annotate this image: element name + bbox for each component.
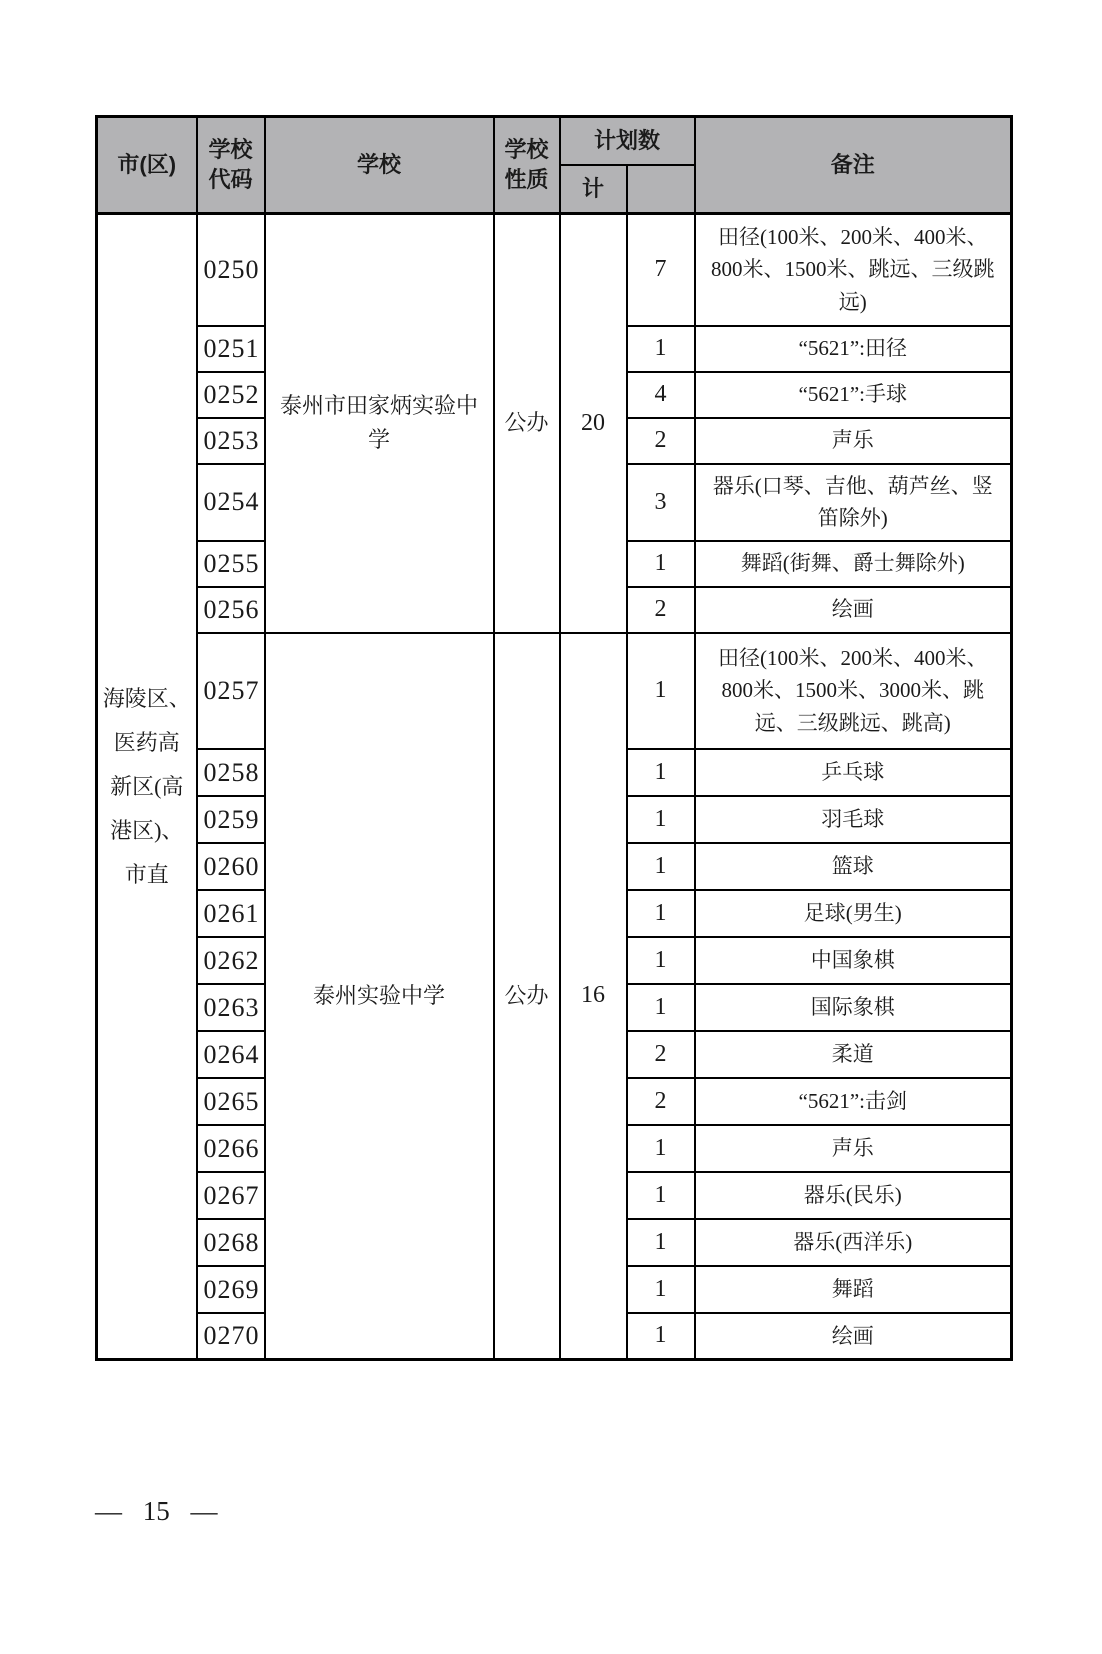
plan-count-cell: 1	[627, 1219, 695, 1266]
school-code-cell: 0270	[197, 1313, 265, 1360]
school-code-cell: 0267	[197, 1172, 265, 1219]
enrollment-plan-table	[95, 115, 1013, 1361]
table-header	[97, 117, 1012, 214]
remark-cell: “5621”:手球	[695, 372, 1012, 418]
header-plan-total: 计	[560, 165, 627, 214]
plan-count-cell: 1	[627, 1172, 695, 1219]
school-name-cell: 泰州实验中学	[265, 633, 494, 1360]
plan-count-cell: 2	[627, 1078, 695, 1125]
remark-cell: 声乐	[695, 418, 1012, 464]
plan-total-cell: 16	[560, 633, 627, 1360]
region-line: 新区(高	[110, 773, 184, 799]
region-line: 市直	[124, 861, 169, 887]
school-nature-cell: 公办	[494, 633, 560, 1360]
school-code-cell: 0268	[197, 1219, 265, 1266]
school-code-cell: 0264	[197, 1031, 265, 1078]
school-code-cell: 0257	[197, 633, 265, 749]
table-row	[97, 633, 1012, 749]
remark-cell: 器乐(民乐)	[695, 1172, 1012, 1219]
school-code-cell: 0258	[197, 749, 265, 796]
remark-cell: “5621”:田径	[695, 326, 1012, 372]
school-code-cell: 0261	[197, 890, 265, 937]
plan-count-cell: 4	[627, 372, 695, 418]
region-line: 医药高	[113, 729, 180, 755]
school-code-cell: 0256	[197, 587, 265, 633]
plan-count-cell: 1	[627, 633, 695, 749]
school-code-cell: 0254	[197, 464, 265, 541]
school-code-cell: 0266	[197, 1125, 265, 1172]
school-code-cell: 0265	[197, 1078, 265, 1125]
remark-cell: 舞蹈(街舞、爵士舞除外)	[695, 541, 1012, 587]
plan-count-cell: 1	[627, 1125, 695, 1172]
remark-cell: “5621”:击剑	[695, 1078, 1012, 1125]
school-code-cell: 0253	[197, 418, 265, 464]
remark-cell: 绘画	[695, 1313, 1012, 1360]
header-school: 学校	[265, 117, 494, 214]
remark-cell: 国际象棋	[695, 984, 1012, 1031]
plan-count-cell: 1	[627, 796, 695, 843]
remark-cell: 绘画	[695, 587, 1012, 633]
remark-cell: 足球(男生)	[695, 890, 1012, 937]
plan-count-cell: 1	[627, 749, 695, 796]
school-code-cell: 0259	[197, 796, 265, 843]
remark-cell: 舞蹈	[695, 1266, 1012, 1313]
school-name-cell: 泰州市田家炳实验中学	[265, 214, 494, 633]
school-code-cell: 0255	[197, 541, 265, 587]
remark-cell: 田径(100米、200米、400米、800米、1500米、跳远、三级跳远)	[695, 214, 1012, 326]
remark-cell: 羽毛球	[695, 796, 1012, 843]
school-code-cell: 0252	[197, 372, 265, 418]
plan-count-cell: 1	[627, 984, 695, 1031]
header-plan-sub	[627, 165, 695, 214]
header-school-code: 学校代码	[197, 117, 265, 214]
header-region: 市(区)	[97, 117, 197, 214]
school-nature-cell: 公办	[494, 214, 560, 633]
plan-count-cell: 2	[627, 1031, 695, 1078]
school-code-cell: 0263	[197, 984, 265, 1031]
table-body	[97, 214, 1012, 1360]
page-number: — 15 —	[95, 1496, 218, 1526]
plan-count-cell: 1	[627, 937, 695, 984]
table-row	[97, 214, 1012, 326]
remark-cell: 柔道	[695, 1031, 1012, 1078]
header-plan-count: 计划数	[560, 117, 695, 165]
plan-count-cell: 7	[627, 214, 695, 326]
plan-count-cell: 1	[627, 541, 695, 587]
plan-count-cell: 1	[627, 326, 695, 372]
plan-count-cell: 2	[627, 418, 695, 464]
school-code-cell: 0262	[197, 937, 265, 984]
plan-count-cell: 2	[627, 587, 695, 633]
remark-cell: 乒乓球	[695, 749, 1012, 796]
plan-count-cell: 3	[627, 464, 695, 541]
school-code-cell: 0251	[197, 326, 265, 372]
remark-cell: 篮球	[695, 843, 1012, 890]
plan-count-cell: 1	[627, 890, 695, 937]
plan-count-cell: 1	[627, 1266, 695, 1313]
header-school-nature: 学校性质	[494, 117, 560, 214]
region-line: 港区)、	[110, 817, 184, 843]
remark-cell: 中国象棋	[695, 937, 1012, 984]
plan-count-cell: 1	[627, 843, 695, 890]
remark-cell: 声乐	[695, 1125, 1012, 1172]
header-remark: 备注	[695, 117, 1012, 214]
remark-cell: 田径(100米、200米、400米、800米、1500米、3000米、跳远、三级跳远、跳高)	[695, 633, 1012, 749]
school-code-cell: 0269	[197, 1266, 265, 1313]
school-code-cell: 0260	[197, 843, 265, 890]
remark-cell: 器乐(口琴、吉他、葫芦丝、竖笛除外)	[695, 464, 1012, 541]
plan-total-cell: 20	[560, 214, 627, 633]
region-cell	[97, 214, 197, 1360]
remark-cell: 器乐(西洋乐)	[695, 1219, 1012, 1266]
school-code-cell: 0250	[197, 214, 265, 326]
region-line: 海陵区、	[102, 685, 191, 711]
plan-count-cell: 1	[627, 1313, 695, 1360]
